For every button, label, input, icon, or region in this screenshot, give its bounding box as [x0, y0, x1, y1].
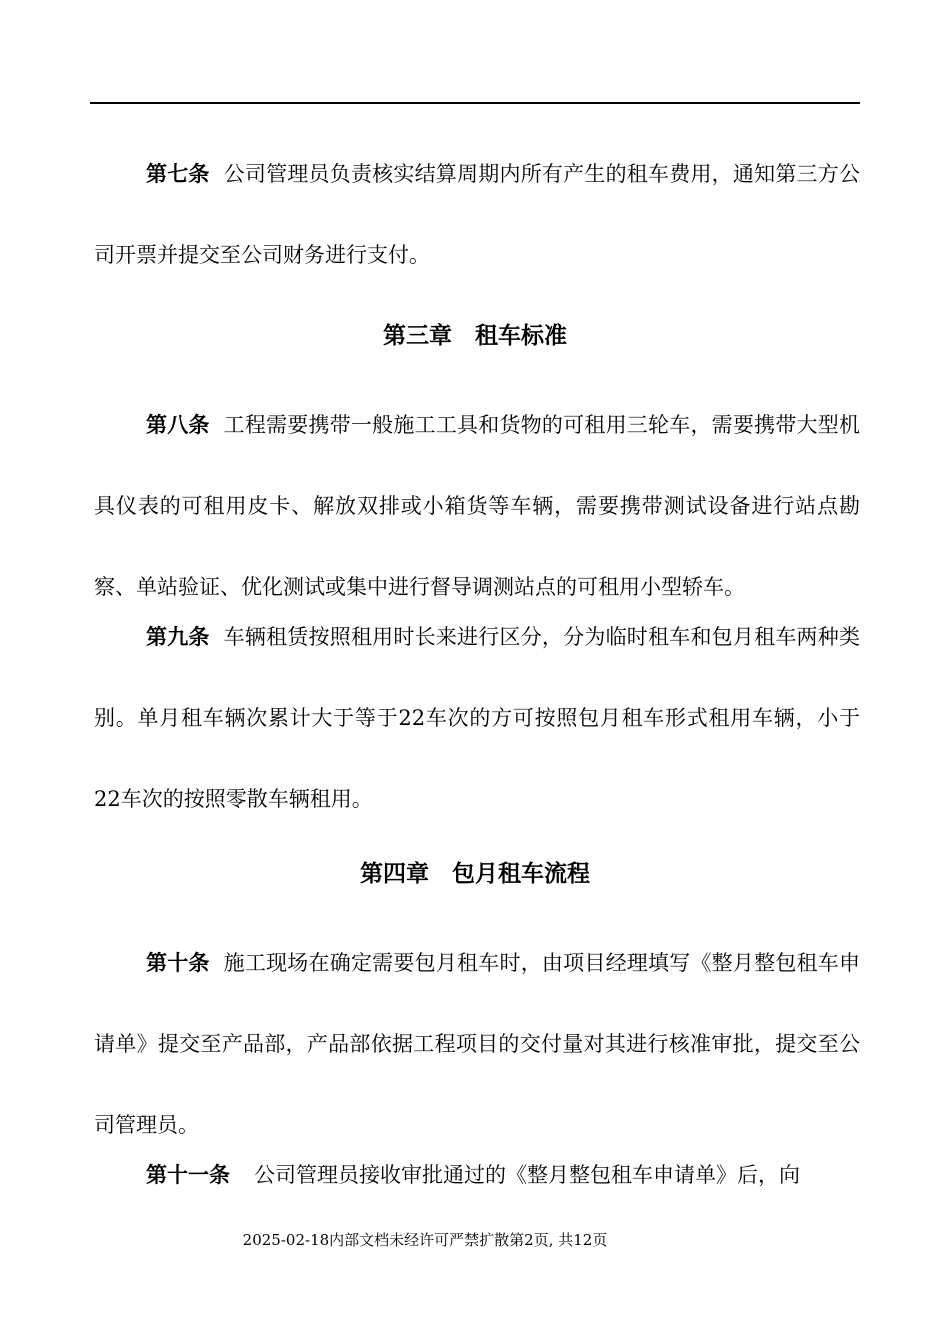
article-11 [94, 1135, 860, 1216]
chapter-4-heading: 第四章 包月租车流程 [360, 861, 590, 887]
article-11-text: 公司管理员接收审批通过的《整月整包租车申请单》后，向 [254, 1163, 800, 1187]
article-7 [94, 134, 860, 296]
article-10-text: 施工现场在确定需要包月租车时，由项目经理填写《整月整包租车申请单》提交至产品部，产品部依据工程项目的交付量对其进行核准审批，提交至公司管理员。 [94, 951, 860, 1137]
article-9-text: 车辆租赁按照租用时长来进行区分，分为临时租车和包月租车两种类别。单月租车辆次累计大于等于22车次的方可按照包月租车形式租用车辆，小于22车次的按照零散车辆租用。 [94, 625, 860, 811]
article-10-label: 第十条 [146, 951, 210, 975]
article-11-label: 第十一条 [146, 1163, 230, 1187]
article-9 [94, 597, 860, 840]
chapter-3-heading: 第三章 租车标准 [383, 323, 567, 349]
header-rule [90, 102, 860, 104]
article-8-text: 工程需要携带一般施工工具和货物的可租用三轮车，需要携带大型机具仪表的可租用皮卡、解放双排或小箱货等车辆，需要携带测试设备进行站点勘察、单站验证、优化测试或集中进行督导调测站点的可租用小型轿车。 [94, 413, 860, 599]
article-8-label: 第八条 [146, 413, 210, 437]
article-9-label: 第九条 [146, 625, 210, 649]
article-8 [94, 385, 860, 628]
article-10 [94, 923, 860, 1166]
article-7-label: 第七条 [146, 162, 210, 186]
article-7-text: 公司管理员负责核实结算周期内所有产生的租车费用，通知第三方公司开票并提交至公司财务进行支付。 [94, 162, 860, 267]
page-footer: 2025-02-18内部文档未经许可严禁扩散第2页, 共12页 [242, 1231, 608, 1249]
